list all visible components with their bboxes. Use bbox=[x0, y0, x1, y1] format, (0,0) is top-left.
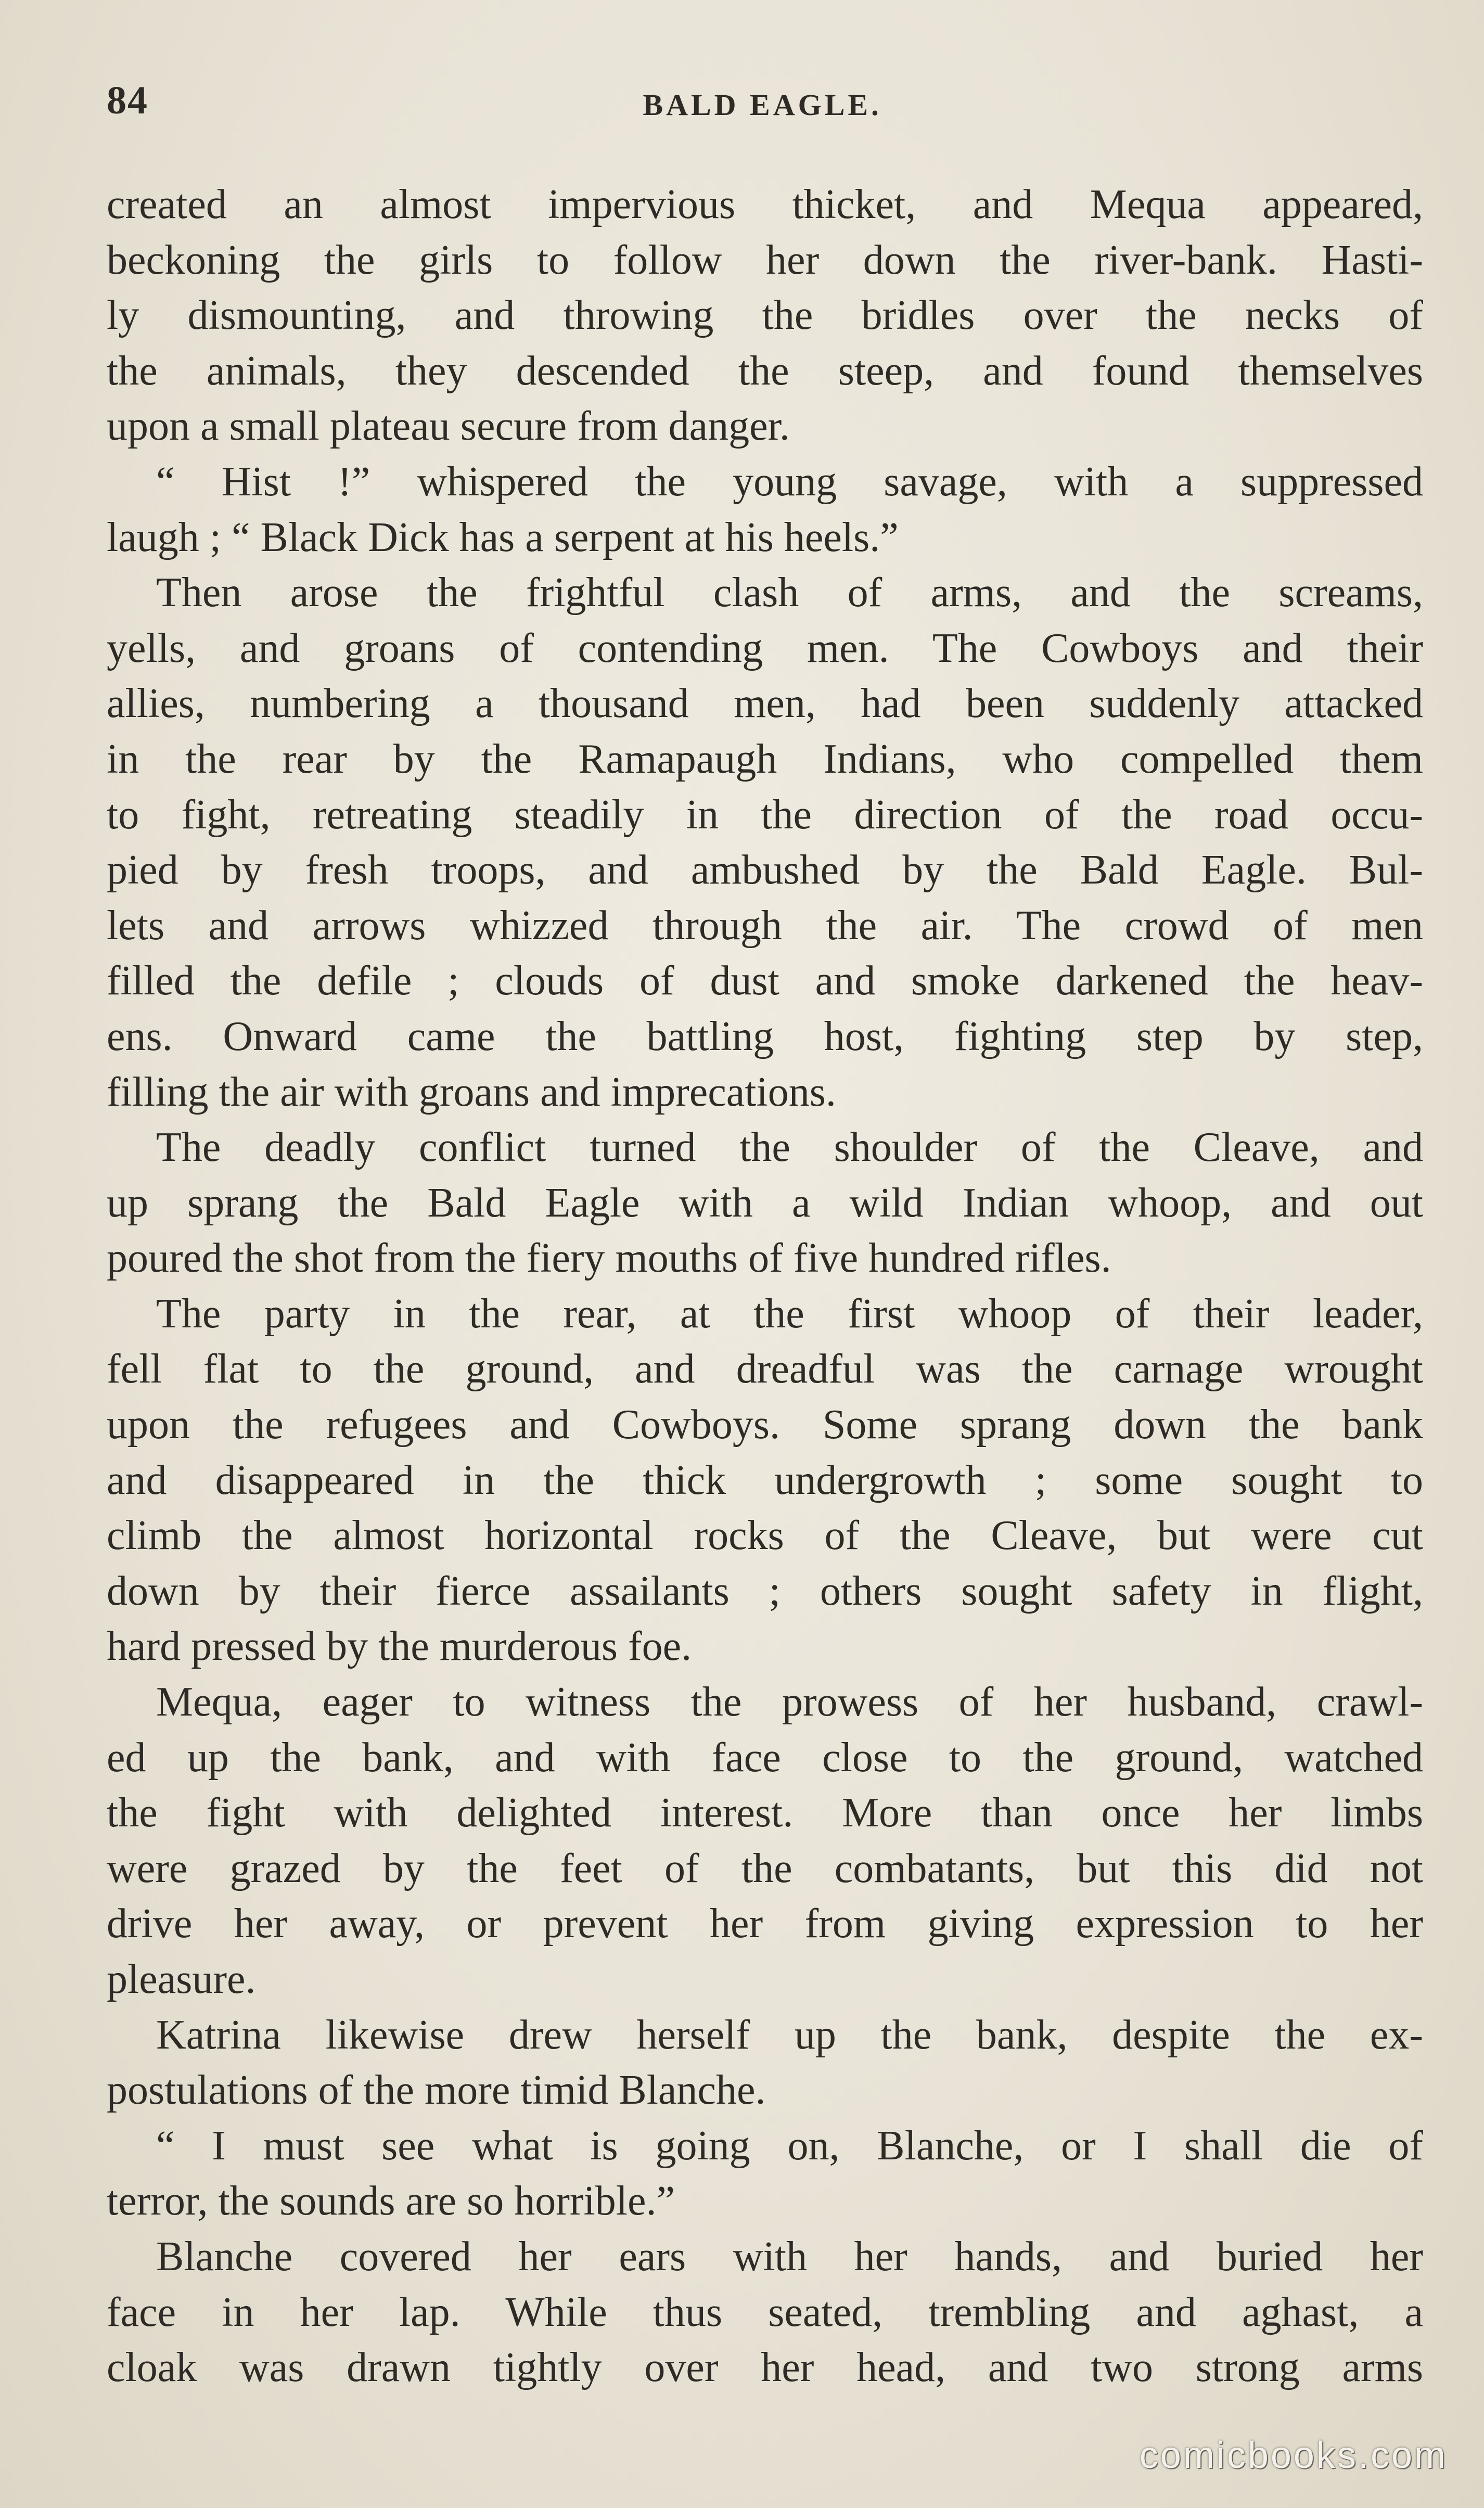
text-line: ly dismounting, and throwing the bridles over the necks of bbox=[107, 292, 1423, 339]
text-line: and disappeared in the thick undergrowth ; some sought to bbox=[107, 1457, 1423, 1503]
running-head: BALD EAGLE. bbox=[643, 88, 882, 122]
text-line: to fight, retreating steadily in the direction of the road occu- bbox=[107, 791, 1423, 838]
text-line: yells, and groans of contending men. The Cowboys and their bbox=[107, 625, 1423, 671]
text-line: the fight with delighted interest. More than once her limbs bbox=[107, 1790, 1423, 1836]
text-line: face in her lap. While thus seated, trembling and aghast, a bbox=[107, 2289, 1423, 2335]
text-line: Blanche covered her ears with her hands, and buried her bbox=[156, 2233, 1423, 2280]
text-line: down by their fierce assailants ; others sought safety in flight, bbox=[107, 1568, 1423, 1614]
text-line: laugh ; “ Black Dick has a serpent at his heels.” bbox=[107, 514, 899, 560]
text-line: climb the almost horizontal rocks of the Cleave, but were cut bbox=[107, 1513, 1423, 1559]
text-line: cloak was drawn tightly over her head, and two strong arms bbox=[107, 2345, 1423, 2391]
body-text bbox=[107, 177, 1423, 2396]
text-line: “ Hist !” whispered the young savage, with a suppressed bbox=[156, 458, 1423, 505]
text-line: Katrina likewise drew herself up the bank, despite the ex- bbox=[156, 2012, 1423, 2058]
page-header bbox=[107, 78, 1418, 130]
text-line: The party in the rear, at the first whoop of their leader, bbox=[156, 1290, 1423, 1337]
text-line: the animals, they descended the steep, and found themselves bbox=[107, 348, 1423, 394]
text-line: fell flat to the ground, and dreadful was the carnage wrought bbox=[107, 1346, 1423, 1392]
page-number: 84 bbox=[107, 79, 148, 122]
site-watermark: comicbooks.com bbox=[1139, 2435, 1448, 2476]
text-line: pied by fresh troops, and ambushed by the Bald Eagle. Bul- bbox=[107, 847, 1423, 893]
text-line: pleasure. bbox=[107, 1956, 256, 2002]
text-line: upon the refugees and Cowboys. Some sprang down the bank bbox=[107, 1402, 1423, 1448]
text-line: terror, the sounds are so horrible.” bbox=[107, 2178, 675, 2224]
text-line: Then arose the frightful clash of arms, and the screams, bbox=[156, 570, 1423, 616]
text-line: Mequa, eager to witness the prowess of her husband, crawl- bbox=[156, 1679, 1423, 1725]
text-line: The deadly conflict turned the shoulder of the Cleave, and bbox=[156, 1124, 1423, 1171]
text-line: filling the air with groans and imprecations. bbox=[107, 1069, 836, 1115]
text-line: in the rear by the Ramapaugh Indians, who compelled them bbox=[107, 736, 1423, 782]
text-line: hard pressed by the murderous foe. bbox=[107, 1623, 692, 1670]
text-line: lets and arrows whizzed through the air. The crowd of men bbox=[107, 902, 1423, 949]
text-line: upon a small plateau secure from danger. bbox=[107, 403, 790, 450]
text-line: drive her away, or prevent her from giving expression to her bbox=[107, 1901, 1423, 1947]
text-line: were grazed by the feet of the combatants, but this did not bbox=[107, 1845, 1423, 1891]
text-line: filled the defile ; clouds of dust and smoke darkened the heav- bbox=[107, 958, 1423, 1004]
text-line: poured the shot from the fiery mouths of five hundred rifles. bbox=[107, 1235, 1111, 1282]
text-line: ed up the bank, and with face close to the ground, watched bbox=[107, 1734, 1423, 1781]
text-line: allies, numbering a thousand men, had been suddenly attacked bbox=[107, 681, 1423, 727]
text-line: up sprang the Bald Eagle with a wild Indian whoop, and out bbox=[107, 1180, 1423, 1226]
text-line: beckoning the girls to follow her down the river-bank. Hasti- bbox=[107, 237, 1423, 283]
text-line: created an almost impervious thicket, and Mequa appeared, bbox=[107, 182, 1423, 227]
text-line: postulations of the more timid Blanche. bbox=[107, 2067, 766, 2114]
text-line: ens. Onward came the battling host, fighting step by step, bbox=[107, 1013, 1423, 1059]
text-line: “ I must see what is going on, Blanche, or I shall die of bbox=[156, 2122, 1423, 2169]
